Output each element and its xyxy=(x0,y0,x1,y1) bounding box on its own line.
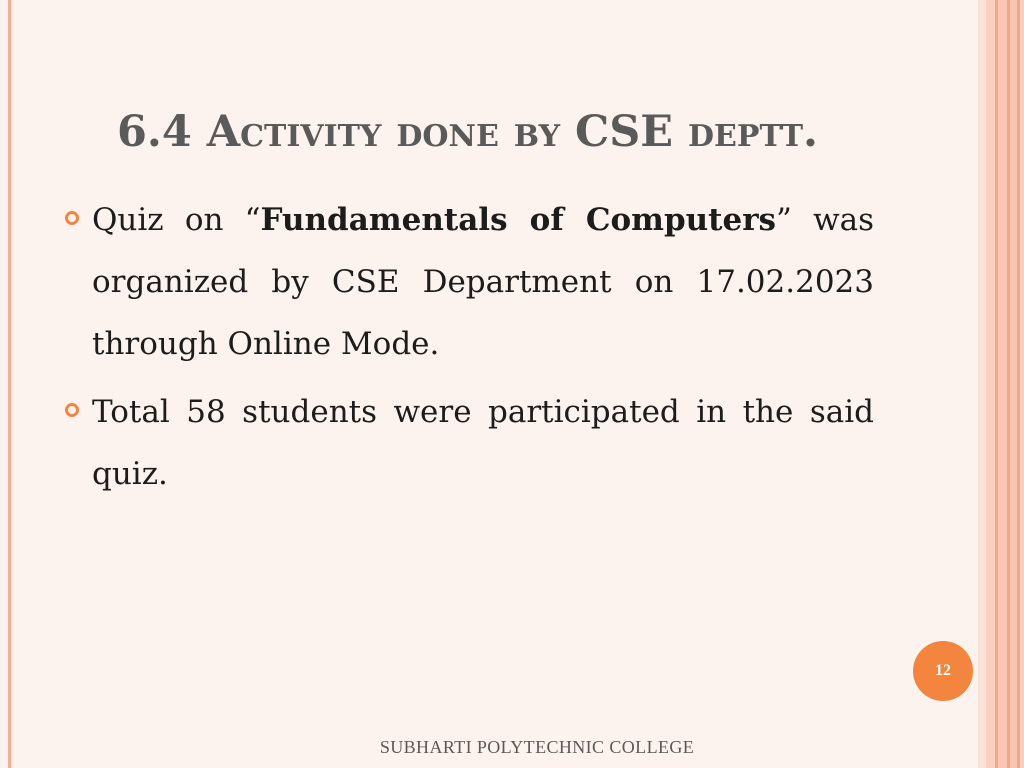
page-number: 12 xyxy=(935,662,951,679)
slide-title: 6.4 Activity done by CSE deptt. xyxy=(117,107,819,157)
right-decorative-stripes xyxy=(978,0,1024,768)
bullet-list xyxy=(92,189,874,505)
bullet-text: Quiz on “ xyxy=(92,202,261,238)
ring-bullet-icon xyxy=(65,211,79,225)
bullet-text: Total 58 students were participated in the said quiz. xyxy=(92,394,874,492)
bullet-item-quiz xyxy=(92,189,874,375)
bullet-item-participants xyxy=(92,381,874,505)
page-number-badge xyxy=(913,641,973,701)
footer-text: SUBHARTI POLYTECHNIC COLLEGE xyxy=(379,737,695,757)
ring-bullet-icon xyxy=(65,403,79,417)
bullet-text: ” was organized by CSE Department on 17.02.2023 through Online Mode. xyxy=(92,202,874,362)
bullet-text-bold: Fundamentals of Computers xyxy=(260,202,777,238)
left-border-line xyxy=(8,0,11,768)
